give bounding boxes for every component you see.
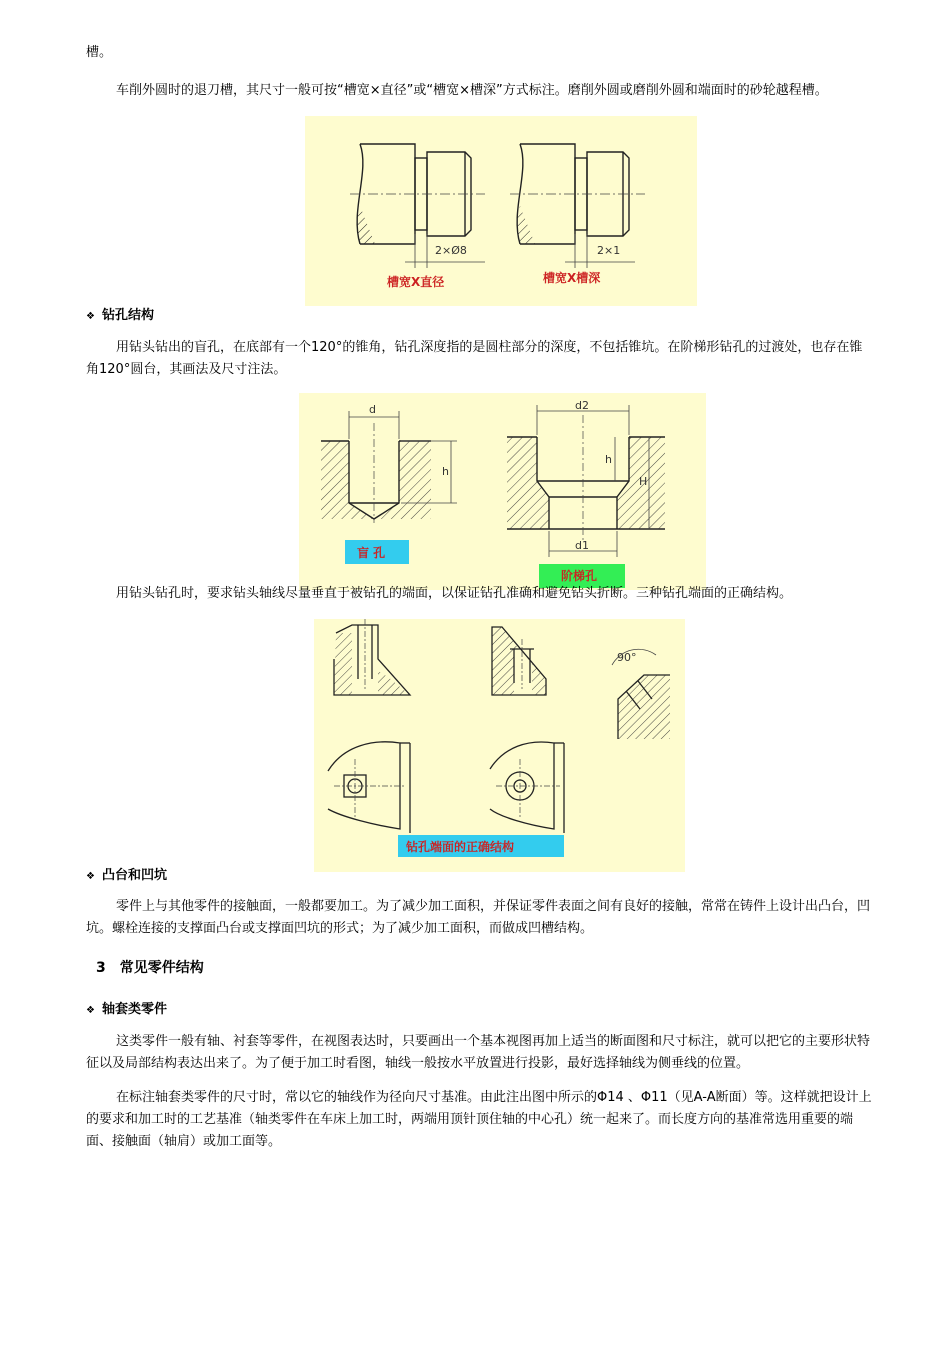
label-d2: d2 xyxy=(575,399,589,412)
heading-boss-text: 凸台和凹坑 xyxy=(102,868,168,883)
paragraph-shaft-2: 在标注轴套类零件的尺寸时，常以它的轴线作为径向尺寸基准。由此注出图中所示的Φ14 、Φ11（见A-A断面）等。这样就把设计上的要求和加工时的工艺基准（轴类零件在车床上加工时，两端用顶针顶住轴的中心孔）统一起来了。而长度方向的基准常选用重要的端面、接触面（轴肩）或加工面等。 xyxy=(86,1090,872,1149)
paragraph-boss: 零件上与其他零件的接触面，一般都要加工。为了减少加工面积，并保证零件表面之间有良好的接触，常常在铸件上设计出凸台，凹坑。螺栓连接的支撑面凸台或支撑面凹坑的形式；为了减少加工面积，而做成凹槽结构。 xyxy=(86,899,871,936)
heading-shaft xyxy=(86,998,167,1017)
paragraph-drill-2: 用钻头钻孔时，要求钻头轴线尽量垂直于被钻孔的端面，以保证钻孔准确和避免钻头折断。三种钻孔端面的正确结构。 xyxy=(116,586,793,601)
bullet-icon: ❖ xyxy=(86,1005,95,1016)
caption-faces: 钻孔端面的正确结构 xyxy=(406,840,515,854)
heading-drill-text: 钻孔结构 xyxy=(102,308,155,323)
figure-drill-faces xyxy=(314,619,685,872)
heading-shaft-text: 轴套类零件 xyxy=(102,1002,168,1017)
bullet-icon: ❖ xyxy=(86,311,95,322)
label-d1: d1 xyxy=(575,539,589,552)
dim-right: 2×1 xyxy=(597,244,621,257)
caption-step: 阶梯孔 xyxy=(561,569,598,583)
text-line-top: 槽。 xyxy=(86,45,113,60)
section-title: 3 常见零件结构 xyxy=(96,960,204,976)
paragraph-drill-1: 用钻头钻出的盲孔，在底部有一个120°的锥角，钻孔深度指的是圆柱部分的深度，不包括锥坑。在阶梯形钻孔的过渡处，也存在锥角120°圆台，其画法及尺寸注法。 xyxy=(86,340,863,377)
dim-left: 2×Ø8 xyxy=(435,244,467,257)
label-d: d xyxy=(369,403,376,416)
caption-left: 槽宽X直径 xyxy=(387,275,445,289)
angle-label: 90° xyxy=(617,651,637,664)
label-H: H xyxy=(639,475,648,488)
figure-holes xyxy=(299,393,706,590)
paragraph-tool-groove: 车削外圆时的退刀槽，其尺寸一般可按“槽宽×直径”或“槽宽×槽深”方式标注。磨削外圆或磨削外圆和端面时的砂轮越程槽。 xyxy=(116,83,828,98)
label-h-blind: h xyxy=(442,465,449,478)
label-h-step: h xyxy=(605,453,612,466)
caption-blind: 盲 孔 xyxy=(357,546,386,560)
caption-right: 槽宽X槽深 xyxy=(543,271,601,285)
heading-boss-pit xyxy=(86,864,167,883)
heading-drill-structure xyxy=(86,304,154,323)
bullet-icon: ❖ xyxy=(86,871,95,882)
figure-tool-groove xyxy=(305,116,697,306)
paragraph-shaft-1: 这类零件一般有轴、衬套等零件，在视图表达时，只要画出一个基本视图再加上适当的断面图和尺寸标注，就可以把它的主要形状特征以及局部结构表达出来了。为了便于加工时看图，轴线一般按水平放置进行投影，最好选择轴线为侧垂线的位置。 xyxy=(86,1034,871,1071)
